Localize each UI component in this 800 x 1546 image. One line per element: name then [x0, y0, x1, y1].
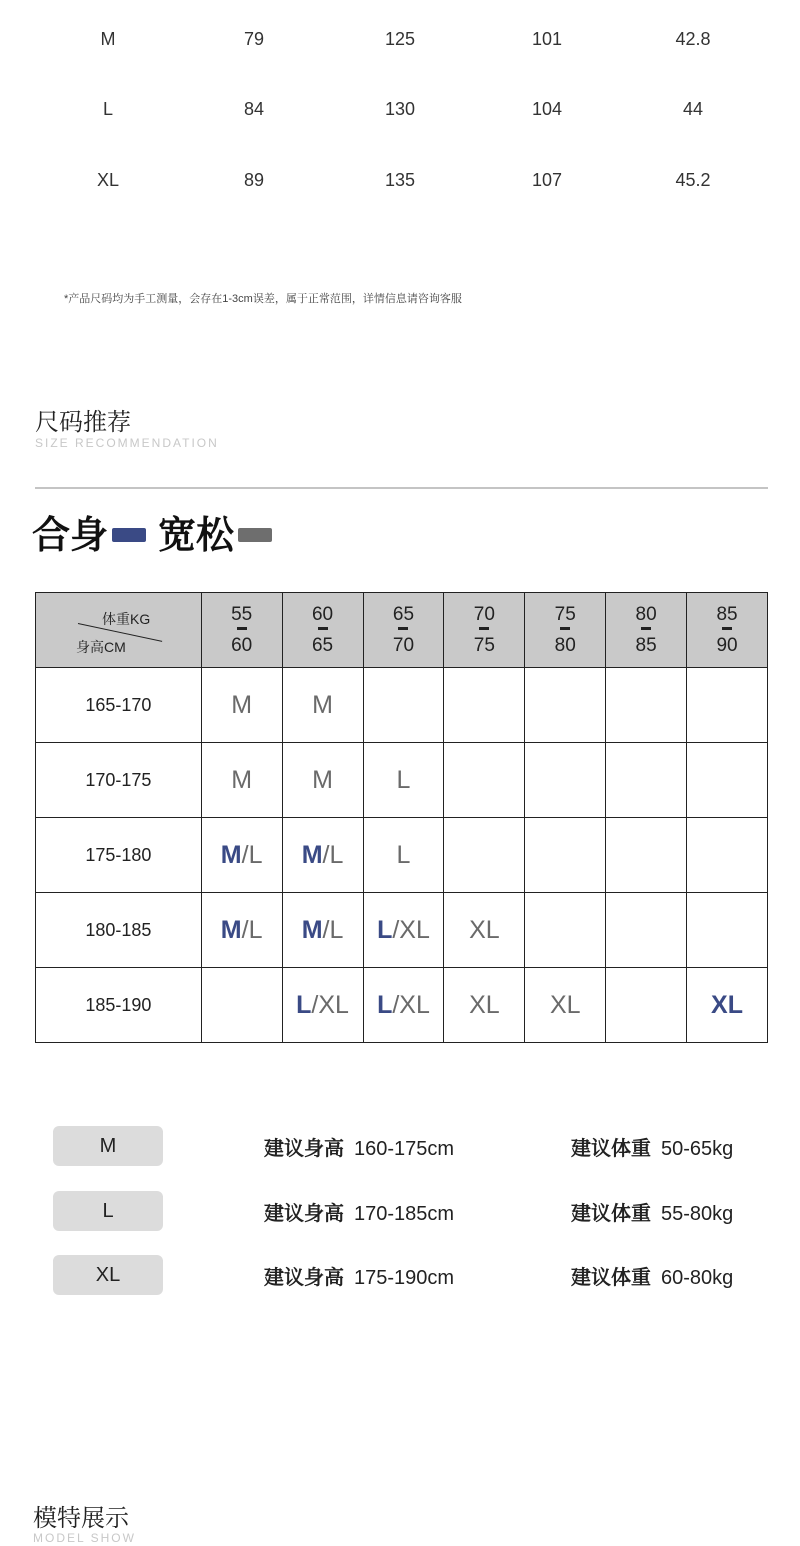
weight-min: 70 [473, 603, 495, 625]
suggested-height [264, 1197, 454, 1226]
loose-size-label: /L [241, 840, 263, 869]
weight-min: 60 [311, 603, 334, 625]
loose-size-label: /XL [392, 915, 430, 944]
size-recommendation-cell [201, 968, 282, 1043]
weight-min: 75 [554, 603, 576, 625]
size-recommendation-cell [687, 968, 768, 1043]
height-range-cell: 165-170 [36, 668, 202, 743]
grid-row [36, 818, 768, 893]
suggested-weight [571, 1197, 733, 1226]
section-title: 尺码推荐 [35, 408, 131, 436]
size-recommendation-cell [687, 893, 768, 968]
range-dash [318, 627, 328, 630]
size-recommendation-cell [525, 968, 606, 1043]
size-cell: L [102, 99, 113, 119]
grid-row [36, 743, 768, 818]
loose-size-label: M [312, 765, 333, 794]
fit-size-label: L [377, 915, 393, 944]
fit-legend [32, 508, 284, 557]
loose-size-label: /L [322, 840, 344, 869]
size-recommendation-cell [606, 818, 687, 893]
loose-size-label: M [231, 765, 253, 794]
weight-axis-label: 体重KG [102, 611, 151, 627]
size-recommendation-cell [687, 668, 768, 743]
suggested-weight-label: 建议体重 [571, 1201, 651, 1225]
size-recommendation-cell [282, 893, 363, 968]
size-recommendation-cell [687, 743, 768, 818]
loose-size-label: M [231, 690, 253, 719]
suggestion-row [0, 1126, 800, 1166]
size-pill: XL [53, 1255, 163, 1295]
size-recommendation-cell [282, 668, 363, 743]
size-recommendation-cell [525, 818, 606, 893]
range-dash [560, 627, 570, 630]
size-recommendation-cell [201, 818, 282, 893]
fit-size-label: L [296, 990, 312, 1019]
loose-label: 宽松 [158, 512, 235, 557]
size-recommendation-cell [282, 818, 363, 893]
loose-size-label: M [312, 690, 333, 719]
suggested-height-label: 建议身高 [264, 1201, 344, 1225]
fit-label: 合身 [32, 512, 109, 557]
weight-range-header [687, 593, 768, 668]
loose-size-label: XL [549, 990, 581, 1019]
size-recommendation-cell [444, 968, 525, 1043]
measurement-cell: 89 [243, 170, 265, 190]
measurement-cell: 130 [384, 99, 416, 119]
suggested-height-label: 建议身高 [264, 1136, 344, 1160]
size-recommendation-cell [525, 893, 606, 968]
size-recommendation-cell [363, 968, 444, 1043]
grid-header-row [36, 593, 768, 668]
suggested-height-value: 170-185cm [354, 1203, 455, 1225]
fit-size-label: M [301, 840, 323, 869]
measurement-row [0, 165, 800, 195]
size-pill: M [53, 1126, 163, 1166]
measurement-note: *产品尺码均为手工测量，会存在1-3cm误差，属于正常范围，详情信息请咨询客服 [64, 293, 462, 305]
fit-size-label: XL [711, 990, 743, 1019]
range-dash [641, 627, 651, 630]
loose-size-label: /L [322, 915, 344, 944]
measurement-cell: 135 [384, 170, 416, 190]
size-recommendation-cell [525, 668, 606, 743]
measurement-cell: 79 [243, 29, 265, 49]
weight-max: 80 [554, 634, 576, 656]
fit-size-label: M [301, 915, 323, 944]
model-section-title: 模特展示 [33, 1504, 129, 1532]
weight-max: 60 [231, 634, 253, 656]
fit-size-label: M [220, 915, 242, 944]
height-range-cell: 180-185 [36, 893, 202, 968]
grid-corner [36, 593, 202, 668]
weight-range-header [606, 593, 687, 668]
weight-max: 70 [392, 634, 415, 656]
suggested-height [264, 1132, 454, 1161]
fit-size-label: L [377, 990, 393, 1019]
weight-min: 55 [231, 603, 253, 625]
size-recommendation-cell [282, 743, 363, 818]
measurement-cell: 84 [243, 99, 265, 119]
size-recommendation-cell [363, 668, 444, 743]
weight-max: 65 [311, 634, 334, 656]
size-recommendation-cell [282, 968, 363, 1043]
suggested-weight-value: 50-65kg [661, 1138, 734, 1160]
size-recommendation-cell [444, 818, 525, 893]
suggestion-row [0, 1255, 800, 1295]
suggested-weight [571, 1261, 733, 1290]
suggestion-row [0, 1191, 800, 1231]
suggested-height-value: 175-190cm [354, 1267, 455, 1289]
loose-size-label: L [396, 840, 411, 869]
suggested-weight-label: 建议体重 [571, 1265, 651, 1289]
suggested-height [264, 1261, 454, 1290]
suggested-weight [571, 1132, 733, 1161]
size-cell: M [100, 29, 116, 49]
size-recommendation-cell [363, 893, 444, 968]
height-axis-label: 身高CM [76, 639, 126, 655]
grid-row [36, 893, 768, 968]
fit-swatch [112, 528, 146, 542]
size-recommendation-cell [525, 743, 606, 818]
size-recommendation-cell [201, 668, 282, 743]
height-range-cell: 175-180 [36, 818, 202, 893]
weight-range-header [201, 593, 282, 668]
range-dash [722, 627, 732, 630]
size-recommendation-grid [35, 592, 768, 1043]
measurement-row [0, 94, 800, 124]
size-recommendation-cell [444, 743, 525, 818]
loose-size-label: XL [469, 915, 500, 944]
size-cell: XL [96, 170, 120, 190]
size-recommendation-cell [201, 743, 282, 818]
size-recommendation-cell [687, 818, 768, 893]
suggested-weight-label: 建议体重 [571, 1136, 651, 1160]
section-divider [35, 487, 768, 489]
loose-size-label: L [396, 765, 411, 794]
loose-swatch [238, 528, 272, 542]
size-pill: L [53, 1191, 163, 1231]
weight-range-header [444, 593, 525, 668]
measurement-cell: 125 [384, 29, 416, 49]
measurement-cell: 45.2 [675, 170, 711, 190]
loose-size-label: XL [469, 990, 500, 1019]
suggested-height-label: 建议身高 [264, 1265, 344, 1289]
measurement-row [0, 24, 800, 54]
size-recommendation-cell [606, 668, 687, 743]
range-dash [237, 627, 247, 630]
fit-size-label: M [220, 840, 242, 869]
weight-max: 90 [716, 634, 738, 656]
range-dash [479, 627, 489, 630]
size-recommendation-cell [606, 743, 687, 818]
weight-range-header [282, 593, 363, 668]
measurement-cell: 104 [531, 99, 563, 119]
measurement-cell: 101 [531, 29, 563, 49]
measurement-cell: 107 [531, 170, 563, 190]
weight-max: 75 [473, 634, 495, 656]
weight-range-header [363, 593, 444, 668]
weight-min: 85 [716, 603, 738, 625]
size-recommendation-cell [444, 668, 525, 743]
suggested-height-value: 160-175cm [354, 1138, 455, 1160]
section-subtitle: SIZE RECOMMENDATION [35, 436, 219, 450]
weight-min: 65 [392, 603, 415, 625]
size-recommendation-cell [363, 818, 444, 893]
loose-size-label: /L [241, 915, 263, 944]
weight-min: 80 [635, 603, 657, 625]
suggested-weight-value: 60-80kg [661, 1267, 734, 1289]
loose-size-label: /XL [392, 990, 430, 1019]
height-range-cell: 170-175 [36, 743, 202, 818]
measurement-cell: 44 [682, 99, 704, 119]
grid-row [36, 968, 768, 1043]
weight-range-header [525, 593, 606, 668]
measurement-cell: 42.8 [675, 29, 711, 49]
size-recommendation-cell [606, 893, 687, 968]
model-section-subtitle: MODEL SHOW [33, 1531, 136, 1545]
weight-max: 85 [635, 634, 657, 656]
size-recommendation-cell [606, 968, 687, 1043]
height-range-cell: 185-190 [36, 968, 202, 1043]
loose-size-label: /XL [311, 990, 349, 1019]
grid-row [36, 668, 768, 743]
size-recommendation-cell [444, 893, 525, 968]
suggested-weight-value: 55-80kg [661, 1203, 734, 1225]
size-recommendation-cell [201, 893, 282, 968]
range-dash [398, 627, 408, 630]
size-recommendation-cell [363, 743, 444, 818]
